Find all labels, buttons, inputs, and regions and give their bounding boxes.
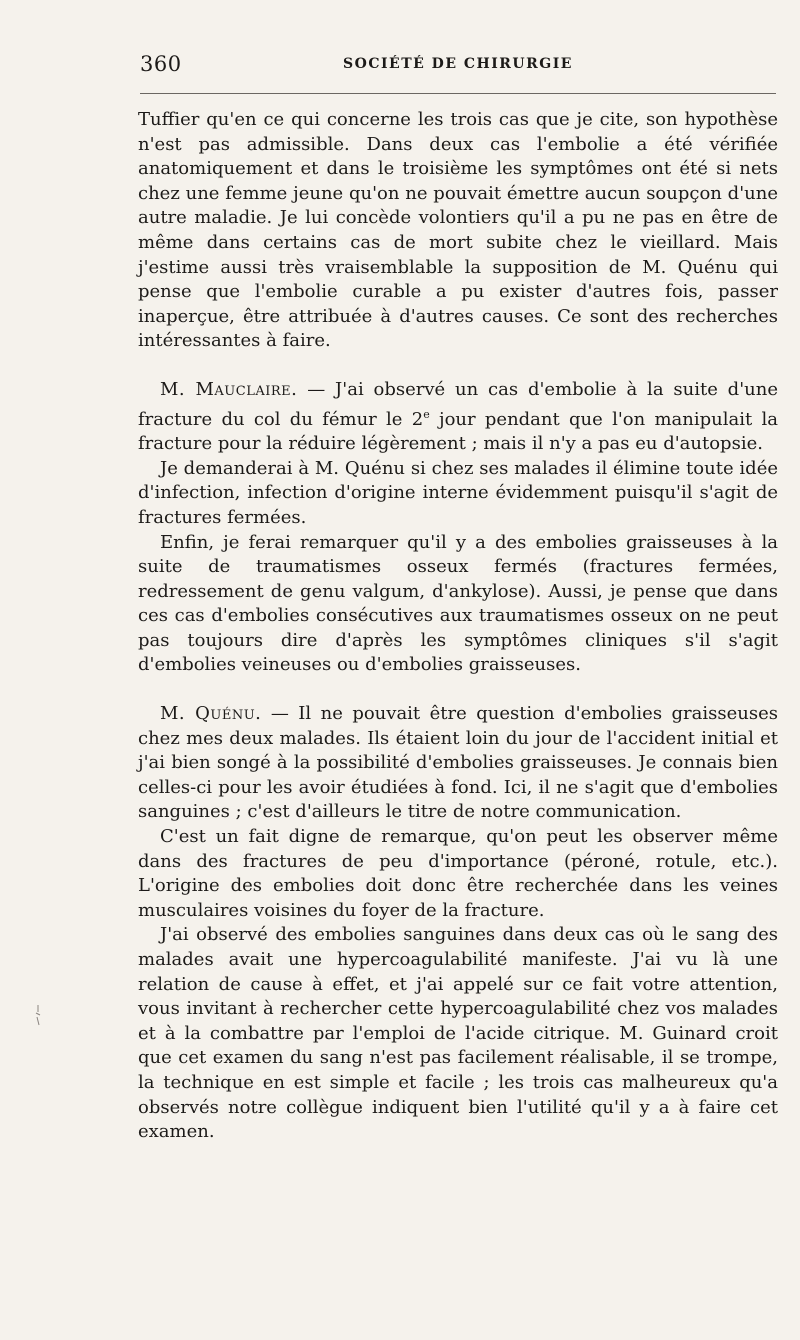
paragraph-text: — Il ne pouvait être question d'embolies graisseuses chez mes deux malades. Ils étaient loin du jour de l'accident initial et j'ai bien songé à la possibilité d'embolies graisseuses. Je connais bien celles-ci pour les avoir étudiées à fond. Ici, il ne s'agit que d'embolies sanguines ; c'est d'ailleurs le titre de notre communication. xyxy=(138,703,778,823)
paragraph-text: Je demanderai à M. Quénu si chez ses malades il élimine toute idée d'infection, infection d'origine interne évidemment puisqu'il s'agit de fractures fermées. xyxy=(138,457,778,528)
paragraph-continuation xyxy=(138,108,778,354)
paragraph-text: Tuffier qu'en ce qui concerne les trois cas que je cite, son hypothèse n'est pas admissible. Dans deux cas l'embolie a été vérifiée anatomiquement et dans le troisième les symptômes ont été si nets chez une femme jeune qu'on ne pouvait émettre aucun soupçon d'une autre maladie. Je lui concède volontiers qu'il a pu ne pas en être de même dans certains cas de mort subite chez le vieillard. Mais j'estime aussi très vraisemblable la supposition de M. Quénu qui pense que l'embolie curable a pu exister d'autres fois, passer inaperçue, être attribuée à d'autres causes. Ce sont des recherches intéressantes à faire. xyxy=(138,109,778,352)
speaker-name: M. Quénu. xyxy=(160,703,262,725)
paragraph-text: Enfin, je ferai remarquer qu'il y a des embolies graisseuses à la suite de traumatismes osseux fermés (fractures fermées, redressement de genu valgum, d'ankylose). Aussi, je pense que dans ces cas d'embolies consécutives aux traumatismes osseux on ne peut pas toujours dire d'après les symptômes cliniques s'il s'agit d'embolies veineuses ou d'embolies graisseuses. xyxy=(138,531,778,676)
paragraph-mauclaire-intervention xyxy=(138,378,778,457)
paragraph xyxy=(138,923,778,1144)
body-text xyxy=(138,108,778,1145)
paragraph xyxy=(138,825,778,923)
margin-smudge-mark xyxy=(33,1004,43,1026)
page-number: 360 xyxy=(140,52,182,76)
paragraph-quenu-reply xyxy=(138,702,778,825)
paragraph-text: C'est un fait digne de remarque, qu'on peut les observer même dans des fractures de peu d'importance (péroné, rotule, etc.). L'origine des embolies doit donc être recherchée dans les veines musculaires voisines du foyer de la fracture. xyxy=(138,826,778,921)
paragraph xyxy=(138,531,778,679)
running-title: SOCIÉTÉ DE CHIRURGIE xyxy=(343,56,573,72)
header-rule xyxy=(140,93,776,94)
speaker-name: M. Mauclaire. xyxy=(160,378,298,400)
ordinal-superscript: e xyxy=(423,407,430,421)
page-header xyxy=(140,52,776,82)
paragraph-text: J'ai observé des embolies sanguines dans deux cas où le sang des malades avait une hypercoagulabilité manifeste. J'ai vu là une relation de cause à effet, et j'ai appelé sur ce fait votre attention, vous invitant à rechercher cette hypercoagulabilité chez vos malades et à la combattre par l'emploi de l'acide citrique. M. Guinard croit que cet examen du sang n'est pas facilement réalisable, il se trompe, la technique en est simple et facile ; les trois cas malheureux qu'a observés notre collègue indiquent bien l'utilité qu'il y a à faire cet examen. xyxy=(138,924,778,1143)
paragraph xyxy=(138,457,778,531)
paragraph-text: — J'ai observé un cas d'embolie à la suite d'une fracture du col du fémur le 2 xyxy=(138,378,778,430)
paragraph-text-continued: jour pendant que l'on manipulait la fracture pour la réduire légèrement ; mais il n'y a pas eu d'autopsie. xyxy=(138,408,778,455)
